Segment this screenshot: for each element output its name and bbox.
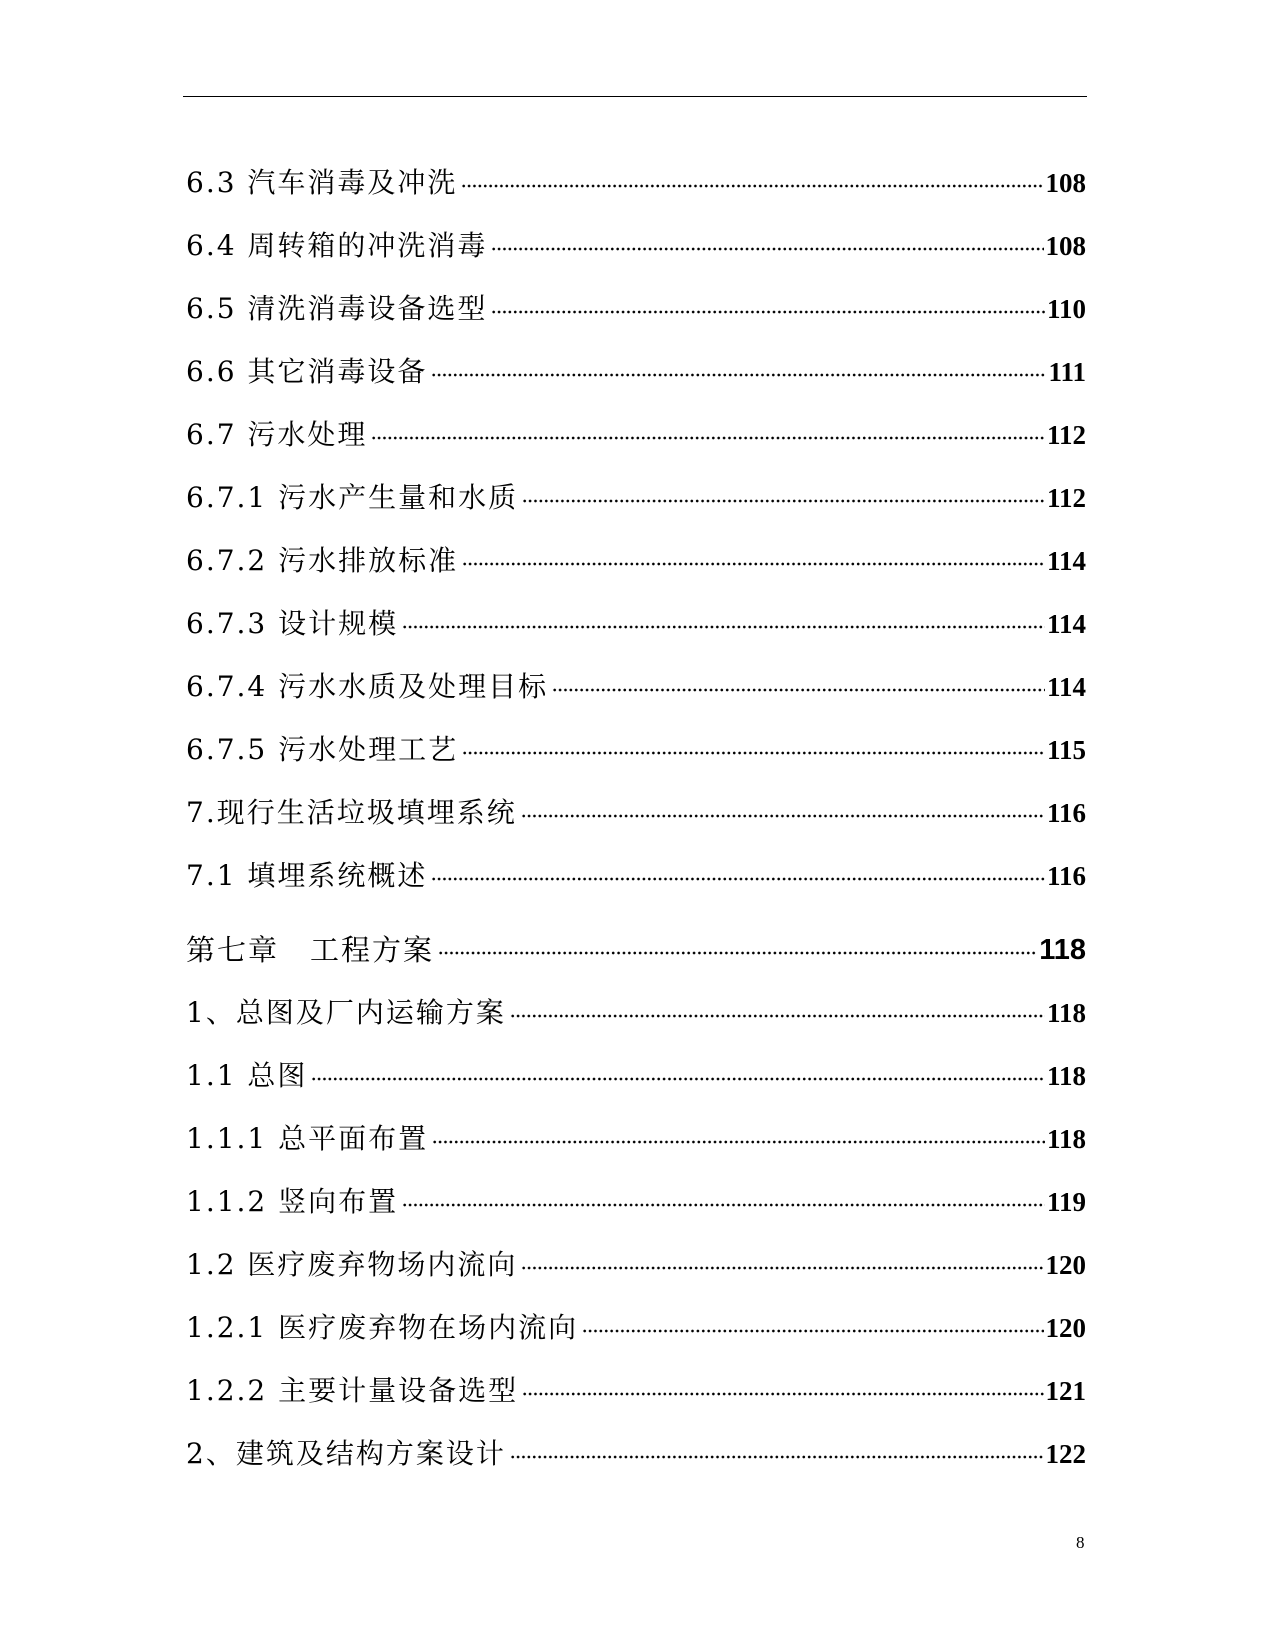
dot-leader	[311, 1073, 1045, 1085]
dot-leader	[491, 243, 1043, 255]
toc-entry[interactable]	[186, 518, 1086, 581]
dot-leader	[462, 558, 1045, 570]
dot-leader	[521, 1262, 1043, 1274]
toc-chapter-label: 第七章 工程方案	[186, 933, 435, 967]
toc-entry-page: 110	[1046, 294, 1086, 324]
toc-entry-page: 116	[1046, 861, 1086, 891]
toc-entry-label: 6.5 清洗消毒设备选型	[186, 292, 488, 325]
toc-entry-label: 1.2.1 医疗废弃物在场内流向	[186, 1311, 579, 1344]
toc-entry-page: 118	[1046, 1124, 1086, 1154]
toc-entry-label: 1.1 总图	[186, 1059, 308, 1092]
toc-entry-label: 6.7.4 污水水质及处理目标	[186, 670, 549, 703]
toc-entry-label: 7.1 填埋系统概述	[186, 859, 428, 892]
dot-leader	[522, 1388, 1043, 1400]
toc-entry[interactable]	[186, 581, 1086, 644]
toc-entry[interactable]	[186, 1033, 1086, 1096]
toc-entry[interactable]	[186, 1159, 1086, 1222]
toc-entry-page: 118	[1046, 1061, 1086, 1091]
toc-entry-label: 1.2.2 主要计量设备选型	[186, 1374, 519, 1407]
header-rule	[183, 96, 1087, 97]
toc-entry[interactable]	[186, 644, 1086, 707]
toc-entry-label: 6.4 周转箱的冲洗消毒	[186, 229, 488, 262]
dot-leader	[552, 684, 1045, 696]
toc-entry-label: 1.1.2 竖向布置	[186, 1185, 399, 1218]
toc-entry-page: 112	[1046, 483, 1086, 513]
toc-entry[interactable]	[186, 1411, 1086, 1474]
toc-entry[interactable]	[186, 707, 1086, 770]
dot-leader	[510, 1451, 1044, 1463]
page-number: 8	[1076, 1533, 1085, 1552]
dot-leader	[582, 1325, 1043, 1337]
toc-entry-page: 108	[1045, 231, 1086, 261]
toc-entry-page: 121	[1045, 1376, 1086, 1406]
toc-entry-label: 1.1.1 总平面布置	[186, 1122, 429, 1155]
toc-entry-page: 118	[1046, 998, 1086, 1028]
toc-entry[interactable]	[186, 1348, 1086, 1411]
toc-entry-page: 119	[1046, 1187, 1086, 1217]
dot-leader	[402, 621, 1045, 633]
toc-entry-page: 114	[1046, 546, 1086, 576]
toc-entry-page: 112	[1046, 420, 1086, 450]
toc-entry[interactable]	[186, 770, 1086, 833]
toc-entry[interactable]	[186, 455, 1086, 518]
toc-entry-label: 1、总图及厂内运输方案	[186, 996, 506, 1029]
toc-entry[interactable]	[186, 833, 1086, 896]
toc-entry-page: 114	[1046, 609, 1086, 639]
toc-entry-label: 1.2 医疗废弃物场内流向	[186, 1248, 518, 1281]
dot-leader	[491, 306, 1045, 318]
toc-entry[interactable]	[186, 203, 1086, 266]
toc-entry[interactable]	[186, 1222, 1086, 1285]
dot-leader	[431, 369, 1046, 381]
toc-entry[interactable]	[186, 970, 1086, 1033]
toc-entry-label: 2、建筑及结构方案设计	[186, 1437, 506, 1470]
dot-leader	[522, 495, 1045, 507]
toc-entry-page: 114	[1046, 672, 1086, 702]
toc-entry-page: 115	[1046, 735, 1086, 765]
dot-leader	[510, 1010, 1045, 1022]
toc-entry-label: 6.3 汽车消毒及冲洗	[186, 166, 458, 199]
toc-entry[interactable]	[186, 392, 1086, 455]
toc-entry-label: 6.7.3 设计规模	[186, 607, 399, 640]
toc-entry-label: 7.现行生活垃圾填埋系统	[186, 796, 517, 829]
toc-entry-page: 120	[1045, 1313, 1086, 1343]
dot-leader	[402, 1199, 1045, 1211]
toc-chapter-page: 118	[1039, 934, 1086, 966]
toc-entry-page: 116	[1046, 798, 1086, 828]
dot-leader	[431, 873, 1045, 885]
toc-entry-page: 120	[1045, 1250, 1086, 1280]
toc-entry-label: 6.7.1 污水产生量和水质	[186, 481, 519, 514]
toc-entry-label: 6.7.2 污水排放标准	[186, 544, 459, 577]
toc-entry[interactable]	[186, 1285, 1086, 1348]
toc-entry-page: 111	[1048, 357, 1086, 387]
dot-leader	[438, 947, 1037, 959]
table-of-contents	[186, 140, 1086, 1474]
toc-entry-label: 6.6 其它消毒设备	[186, 355, 428, 388]
dot-leader	[462, 747, 1045, 759]
toc-entry[interactable]	[186, 1096, 1086, 1159]
toc-entry[interactable]	[186, 140, 1086, 203]
toc-chapter-entry[interactable]	[186, 900, 1086, 970]
dot-leader	[432, 1136, 1045, 1148]
toc-entry-page: 122	[1045, 1439, 1086, 1469]
toc-entry[interactable]	[186, 329, 1086, 392]
toc-entry-label: 6.7.5 污水处理工艺	[186, 733, 459, 766]
dot-leader	[461, 180, 1043, 192]
dot-leader	[521, 810, 1045, 822]
dot-leader	[371, 432, 1045, 444]
toc-entry[interactable]	[186, 266, 1086, 329]
toc-entry-label: 6.7 污水处理	[186, 418, 368, 451]
toc-entry-page: 108	[1045, 168, 1086, 198]
